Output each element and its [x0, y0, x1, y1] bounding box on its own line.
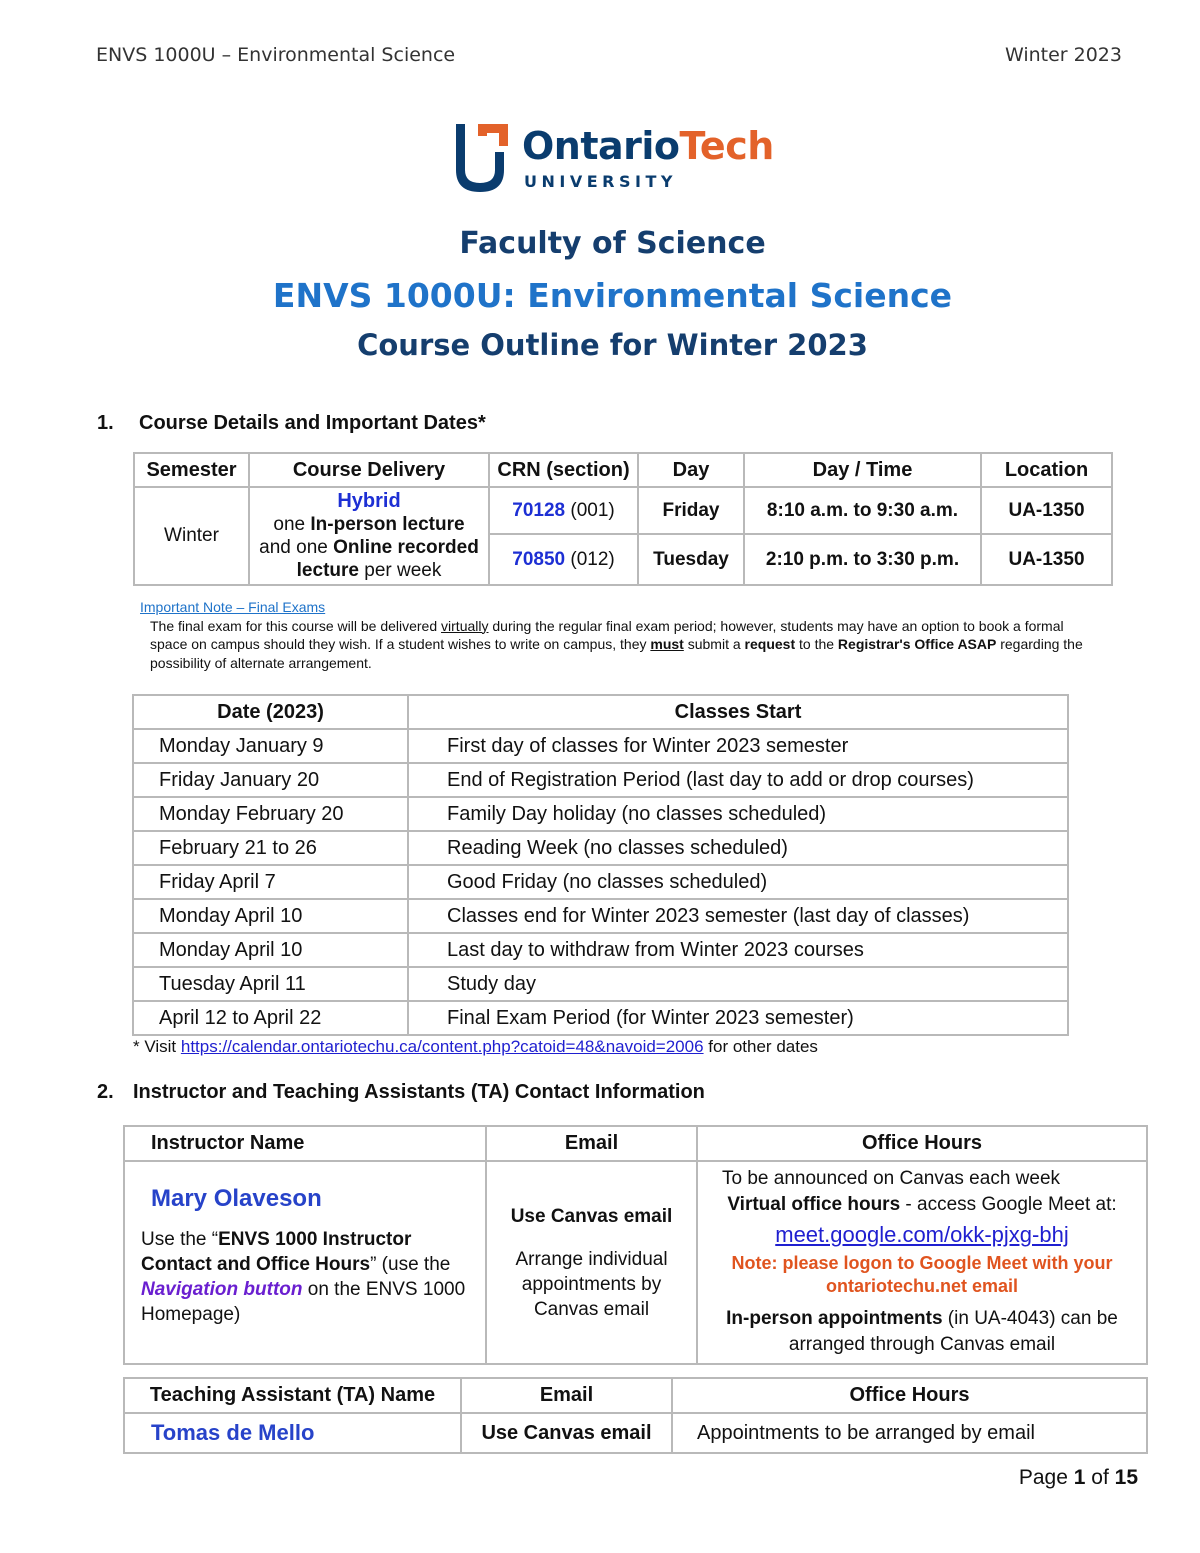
- event-cell: Last day to withdraw from Winter 2023 courses: [408, 933, 1068, 967]
- header-term: Winter 2023: [1004, 44, 1122, 66]
- date-cell: Monday April 10: [133, 899, 408, 933]
- ontario-tech-logo: [450, 118, 790, 198]
- event-cell: Reading Week (no classes scheduled): [408, 831, 1068, 865]
- table-row: [133, 865, 1068, 899]
- instructor-cell: Mary Olaveson Use the “ENVS 1000 Instructor Contact and Office Hours” (use the Navigation button on the ENVS 1000 Homepage): [124, 1161, 486, 1364]
- date-cell: Monday April 10: [133, 933, 408, 967]
- page-number: Page 1 of 15: [1018, 1466, 1138, 1489]
- date-cell: Monday February 20: [133, 797, 408, 831]
- col-header: Location: [981, 453, 1112, 487]
- col-header: Date (2023): [133, 695, 408, 729]
- table-header-row: [133, 695, 1068, 729]
- section-2-heading: 2. Instructor and Teaching Assistants (TA) Contact Information: [97, 1081, 705, 1103]
- event-cell: First day of classes for Winter 2023 semester: [408, 729, 1068, 763]
- faculty-title: Faculty of Science: [459, 226, 766, 261]
- date-cell: Tuesday April 11: [133, 967, 408, 1001]
- col-header: Email: [461, 1378, 672, 1413]
- date-cell: April 12 to April 22: [133, 1001, 408, 1035]
- event-cell: Final Exam Period (for Winter 2023 semester): [408, 1001, 1068, 1035]
- calendar-reference: * Visit https://calendar.ontariotechu.ca/content.php?catoid=48&navoid=2006 for other dates: [133, 1037, 818, 1056]
- instructor-name: Mary Olaveson: [151, 1185, 322, 1212]
- exam-note-label[interactable]: Important Note – Final Exams: [140, 599, 326, 615]
- ta-name-cell: Tomas de Mello: [124, 1413, 461, 1453]
- semester-cell: Winter: [134, 487, 249, 585]
- col-header: CRN (section): [489, 453, 638, 487]
- course-title: ENVS 1000U: Environmental Science: [272, 276, 953, 315]
- crn-cell: 70850 (012): [489, 534, 638, 585]
- outline-title: Course Outline for Winter 2023: [357, 328, 868, 362]
- delivery-mode: Hybrid: [337, 490, 401, 512]
- logo-mark-icon: [450, 122, 514, 198]
- logo-subtitle: UNIVERSITY: [524, 172, 677, 191]
- google-meet-note: Note: please logon to Google Meet with your ontariotechu.net email: [731, 1253, 1113, 1296]
- crn-cell: 70128 (001): [489, 487, 638, 534]
- exam-note: [140, 598, 1100, 672]
- event-cell: Study day: [408, 967, 1068, 1001]
- day-cell: Tuesday: [638, 534, 744, 585]
- table-row: [134, 487, 1112, 534]
- ta-email-cell: Use Canvas email: [461, 1413, 672, 1453]
- time-cell: 2:10 p.m. to 3:30 p.m.: [744, 534, 981, 585]
- event-cell: Family Day holiday (no classes scheduled): [408, 797, 1068, 831]
- col-header: Classes Start: [408, 695, 1068, 729]
- table-row: [133, 967, 1068, 1001]
- table-row: [133, 1001, 1068, 1035]
- table-row: [133, 831, 1068, 865]
- course-details-table: [133, 452, 1113, 586]
- col-header: Day: [638, 453, 744, 487]
- table-header-row: [124, 1378, 1147, 1413]
- email-note: Arrange individual appointments by Canvas email: [515, 1249, 668, 1320]
- table-header-row: [134, 453, 1112, 487]
- oh-announce: To be announced on Canvas each week: [722, 1168, 1061, 1189]
- table-row: [124, 1161, 1147, 1364]
- instructor-email-cell: [486, 1161, 697, 1364]
- table-row: [133, 933, 1068, 967]
- event-cell: Classes end for Winter 2023 semester (last day of classes): [408, 899, 1068, 933]
- important-dates-table: [132, 694, 1069, 1036]
- date-cell: Monday January 9: [133, 729, 408, 763]
- location-cell: UA-1350: [981, 534, 1112, 585]
- section-1-heading: 1. Course Details and Important Dates*: [97, 412, 486, 434]
- table-header-row: [124, 1126, 1147, 1161]
- ta-hours-cell: Appointments to be arranged by email: [672, 1413, 1147, 1453]
- office-hours-cell: To be announced on Canvas each week Virtual office hours - access Google Meet at: meet.google.com/okk-pjxg-bhj Note: please logon to Google Meet with your ontariotechu.net email In-person appointments (in UA-4043) can be arranged through Canvas email: [697, 1161, 1147, 1364]
- col-header: Office Hours: [672, 1378, 1147, 1413]
- google-meet-link[interactable]: meet.google.com/okk-pjxg-bhj: [775, 1222, 1069, 1247]
- col-header: Semester: [134, 453, 249, 487]
- date-cell: Friday January 20: [133, 763, 408, 797]
- table-row: [133, 797, 1068, 831]
- event-cell: Good Friday (no classes scheduled): [408, 865, 1068, 899]
- col-header: Teaching Assistant (TA) Name: [124, 1378, 461, 1413]
- ta-table: [123, 1377, 1148, 1454]
- table-row: [124, 1413, 1147, 1453]
- instructor-table: [123, 1125, 1148, 1365]
- day-cell: Friday: [638, 487, 744, 534]
- logo-wordmark: OntarioTech: [522, 124, 774, 168]
- event-cell: End of Registration Period (last day to add or drop courses): [408, 763, 1068, 797]
- email-method: Use Canvas email: [510, 1206, 673, 1227]
- calendar-link[interactable]: https://calendar.ontariotechu.ca/content.php?catoid=48&navoid=2006: [180, 1037, 704, 1056]
- table-row: [133, 729, 1068, 763]
- table-row: [133, 899, 1068, 933]
- delivery-cell: Hybrid one In-person lecture and one Online recorded lecture per week: [249, 487, 489, 585]
- col-header: Instructor Name: [124, 1126, 486, 1161]
- exam-note-body: The final exam for this course will be delivered virtually during the regular final exam period; however, students may have an option to book a formal space on campus should they wish. If a student wishes to write on campus, they must submit a request to the Registrar's Office ASAP regarding the possibility of alternate arrangement.: [150, 617, 1083, 671]
- col-header: Course Delivery: [249, 453, 489, 487]
- col-header: Office Hours: [697, 1126, 1147, 1161]
- date-cell: Friday April 7: [133, 865, 408, 899]
- time-cell: 8:10 a.m. to 9:30 a.m.: [744, 487, 981, 534]
- col-header: Email: [486, 1126, 697, 1161]
- col-header: Day / Time: [744, 453, 981, 487]
- table-row: [133, 763, 1068, 797]
- date-cell: February 21 to 26: [133, 831, 408, 865]
- location-cell: UA-1350: [981, 487, 1112, 534]
- header-course: ENVS 1000U – Environmental Science: [96, 44, 456, 66]
